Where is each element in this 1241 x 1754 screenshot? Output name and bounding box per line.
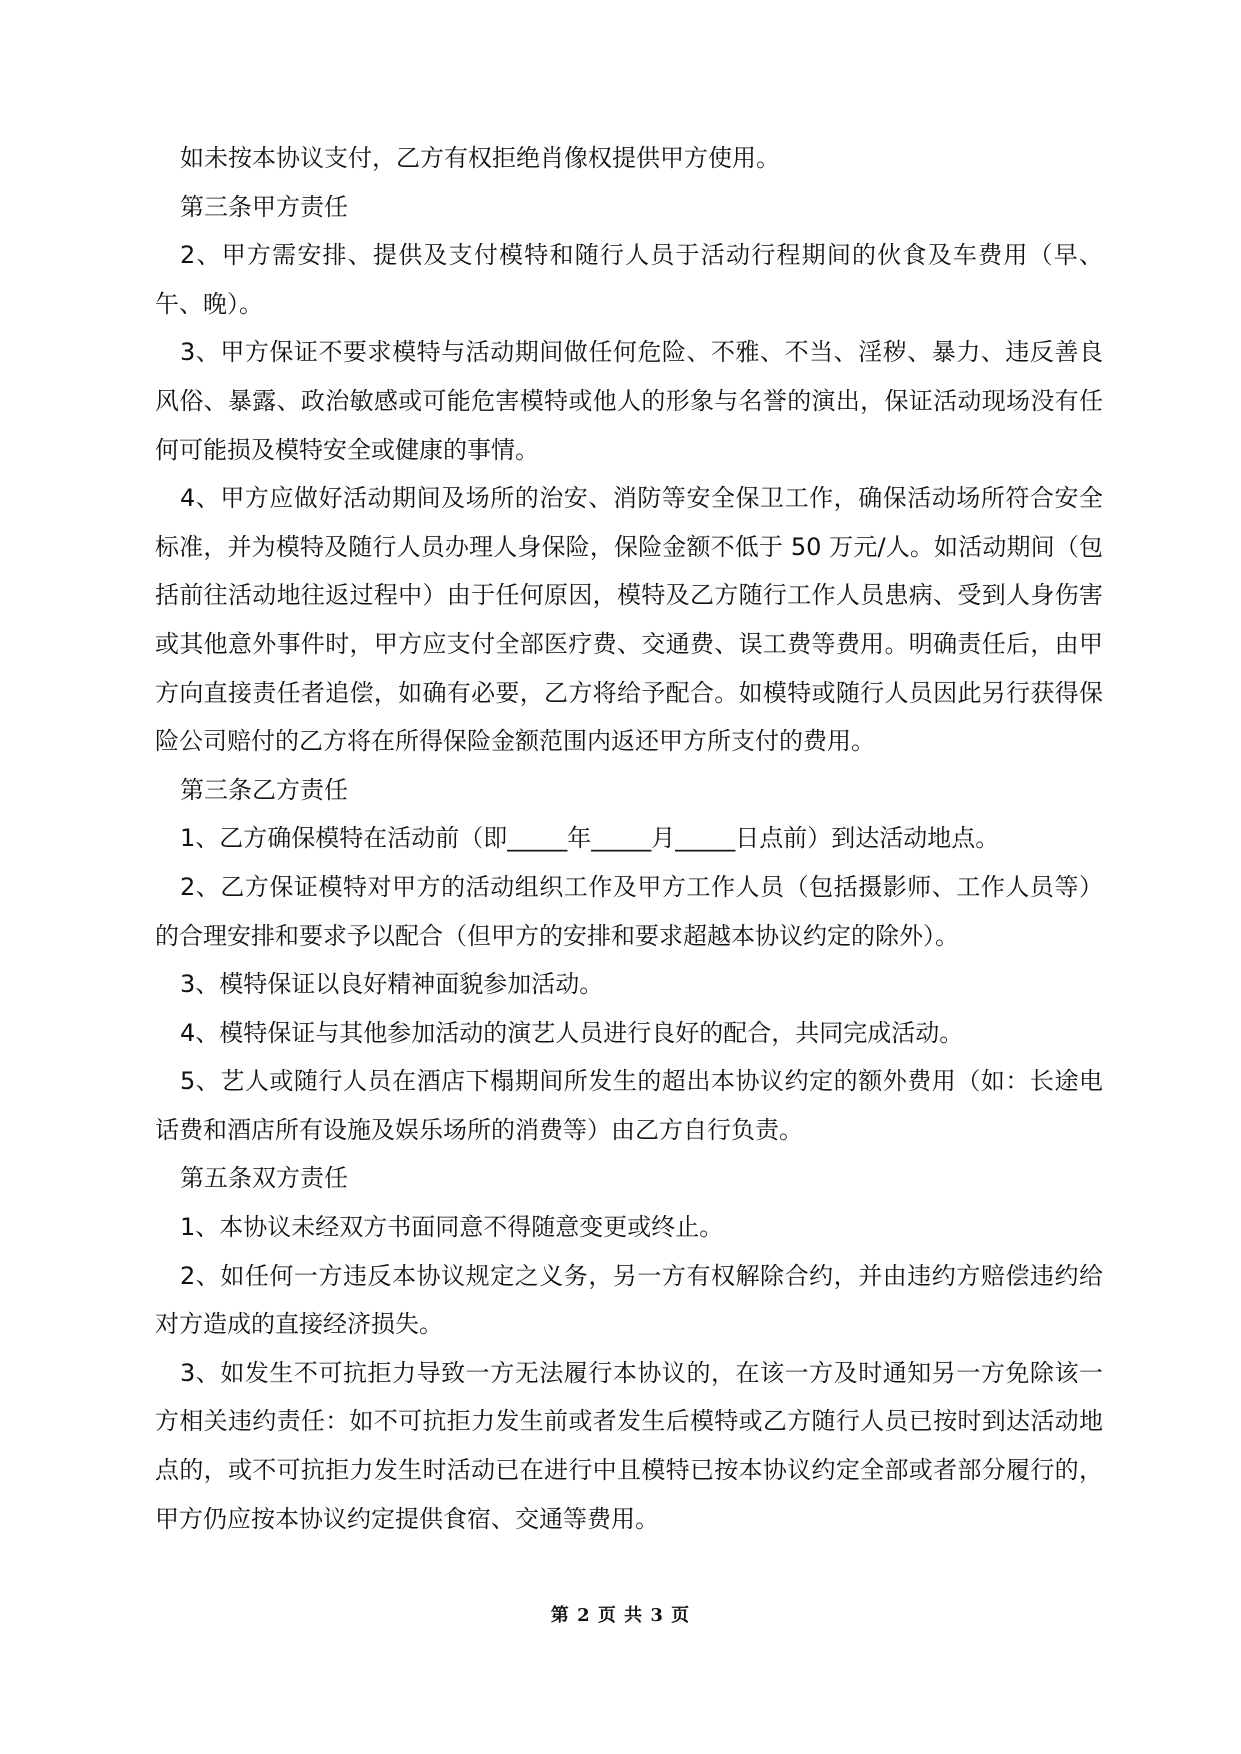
paragraph-b-clause-2: 2、乙方保证模特对甲方的活动组织工作及甲方工作人员（包括摄影师、工作人员等）的合理安排和要求予以配合（但甲方的安排和要求超越本协议约定的除外）。 [155,872,1103,950]
paragraph-both-clause-1: 1、本协议未经双方书面同意不得随意变更或终止。 [180,1213,724,1242]
paragraph-b-clause-1: 1、乙方确保模特在活动前（即_____年_____月_____日点前）到达活动地点。 [180,824,1000,853]
paragraph-payment-refusal: 如未按本协议支付，乙方有权拒绝肖像权提供甲方使用。 [180,144,780,172]
document-body [155,134,1103,1543]
paragraph-a-clause-2: 2、甲方需安排、提供及支付模特和随行人员于活动行程期间的伙食及车费用（早、午、晚）。 [155,241,1103,318]
section-heading-party-b: 第三条乙方责任 [180,775,348,804]
section-heading-party-a: 第三条甲方责任 [180,192,348,221]
section-heading-both-parties: 第五条双方责任 [180,1164,348,1193]
paragraph-b-clause-5: 5、艺人或随行人员在酒店下榻期间所发生的超出本协议约定的额外费用（如：长途电话费和酒店所有设施及娱乐场所的消费等）由乙方自行负责。 [155,1067,1103,1144]
paragraph-both-clause-3: 3、如发生不可抗拒力导致一方无法履行本协议的，在该一方及时通知另一方免除该一方相关违约责任：如不可抗拒力发生前或者发生后模特或乙方随行人员已按时到达活动地点的，或不可抗拒力发生时活动已在进行中且模特已按本协议约定全部或者部分履行的，甲方仍应按本协议约定提供食宿、交通等费用。 [155,1358,1103,1533]
paragraph-b-clause-4: 4、模特保证与其他参加活动的演艺人员进行良好的配合，共同完成活动。 [180,1018,964,1047]
paragraph-a-clause-3: 3、甲方保证不要求模特与活动期间做任何危险、不雅、不当、淫秽、暴力、违反善良风俗、暴露、政治敏感或可能危害模特或他人的形象与名誉的演出，保证活动现场没有任何可能损及模特安全或健康的事情。 [155,338,1103,464]
paragraph-b-clause-3: 3、模特保证以良好精神面貌参加活动。 [180,970,604,999]
page-number-footer: 第 2 页 共 3 页 [550,1605,691,1626]
paragraph-a-clause-4: 4、甲方应做好活动期间及场所的治安、消防等安全保卫工作，确保活动场所符合安全标准，并为模特及随行人员办理人身保险，保险金额不低于 50 万元/人。如活动期间（包括前往活动地往返过程中）由于任何原因，模特及乙方随行工作人员患病、受到人身伤害或其他意外事件时，甲方应支付全部医疗费、交通费、误工费等费用。明确责任后，由甲方向直接责任者追偿，如确有必要，乙方将给予配合。如模特或随行人员因此另行获得保险公司赔付的乙方将在所得保险金额范围内返还甲方所支付的费用。 [155,484,1103,756]
paragraph-both-clause-2: 2、如任何一方违反本协议规定之义务，另一方有权解除合约，并由违约方赔偿违约给对方造成的直接经济损失。 [155,1261,1103,1339]
